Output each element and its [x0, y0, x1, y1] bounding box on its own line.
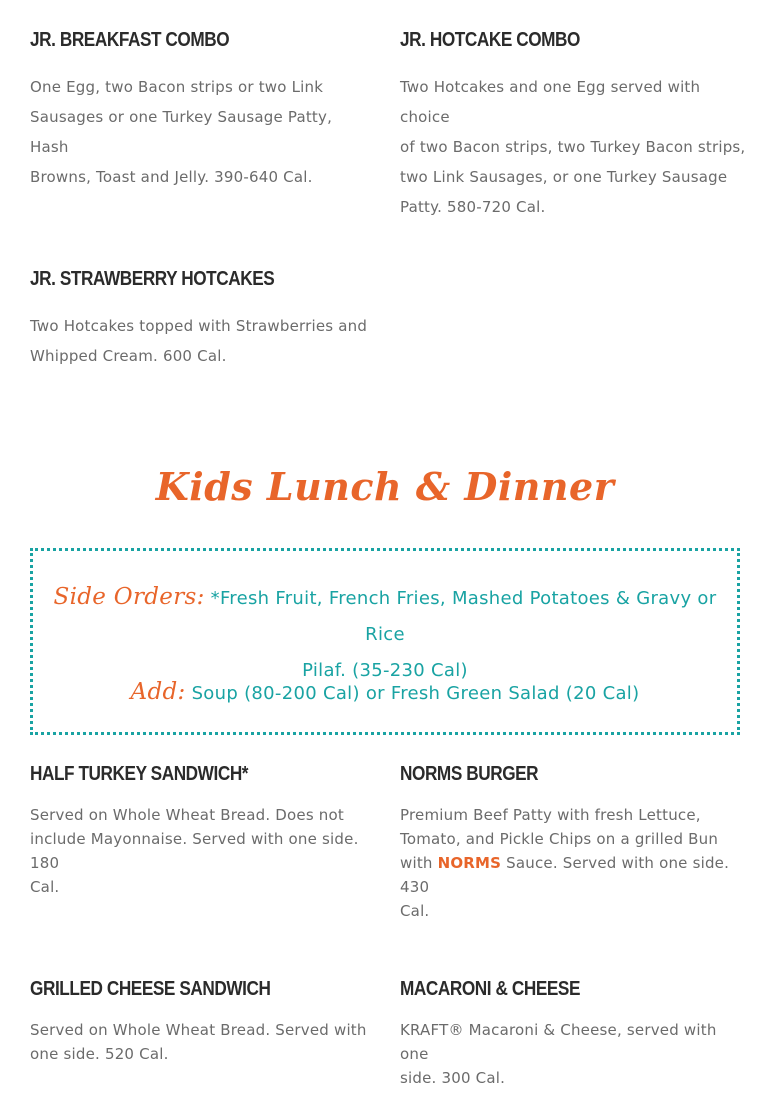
- add-on-options: Soup (80-200 Cal) or Fresh Green Salad (20 Cal): [185, 683, 640, 704]
- item-title: JR. BREAKFAST COMBO: [30, 29, 230, 51]
- menu-item-jr-strawberry-hotcakes: [30, 267, 370, 371]
- menu-item-half-turkey-sandwich: [30, 762, 370, 899]
- menu-item-norms-burger: [400, 762, 750, 923]
- item-title: JR. HOTCAKE COMBO: [400, 29, 580, 51]
- item-description: KRAFT® Macaroni & Cheese, served with one side. 300 Cal.: [400, 1021, 717, 1087]
- item-title: NORMS BURGER: [400, 763, 539, 785]
- menu-item-grilled-cheese-sandwich: [30, 977, 370, 1066]
- menu-item-jr-hotcake-combo: [400, 28, 750, 222]
- menu-item-jr-breakfast-combo: [30, 28, 370, 192]
- side-orders-options: *Fresh Fruit, French Fries, Mashed Potatoes & Gravy or Rice: [204, 588, 717, 645]
- menu-item-macaroni-cheese: [400, 977, 750, 1090]
- item-description: Premium Beef Patty with fresh Lettuce, Tomato, and Pickle Chips on a grilled Bun with NORMS Sauce. Served with one side. 430 Cal.: [400, 806, 730, 920]
- item-title: MACARONI & CHEESE: [400, 978, 580, 1000]
- side-orders-box: [30, 548, 740, 735]
- item-description: One Egg, two Bacon strips or two Link Sausages or one Turkey Sausage Patty, Hash Browns, Toast and Jelly. 390-640 Cal.: [30, 78, 333, 186]
- side-orders-options-cont: Pilaf. (35-230 Cal): [302, 660, 468, 681]
- side-orders-label: Side Orders:: [53, 584, 205, 610]
- item-title: GRILLED CHEESE SANDWICH: [30, 978, 271, 1000]
- item-title: JR. STRAWBERRY HOTCAKES: [30, 268, 275, 290]
- item-description: Served on Whole Wheat Bread. Does not include Mayonnaise. Served with one side. 180 Cal.: [30, 806, 359, 896]
- side-orders-line: [33, 579, 737, 689]
- norms-brand-name: NORMS: [437, 854, 502, 872]
- section-title: Kids Lunch & Dinner: [155, 464, 615, 509]
- add-label: Add:: [130, 679, 186, 705]
- item-description: Two Hotcakes and one Egg served with choice of two Bacon strips, two Turkey Bacon strips, two Link Sausages, or one Turkey Sausage Patty. 580-720 Cal.: [400, 78, 746, 216]
- item-title: HALF TURKEY SANDWICH*: [30, 763, 249, 785]
- item-description: Two Hotcakes topped with Strawberries and Whipped Cream. 600 Cal.: [30, 317, 368, 365]
- item-description: Served on Whole Wheat Bread. Served with one side. 520 Cal.: [30, 1021, 367, 1063]
- add-on-line: [33, 674, 737, 712]
